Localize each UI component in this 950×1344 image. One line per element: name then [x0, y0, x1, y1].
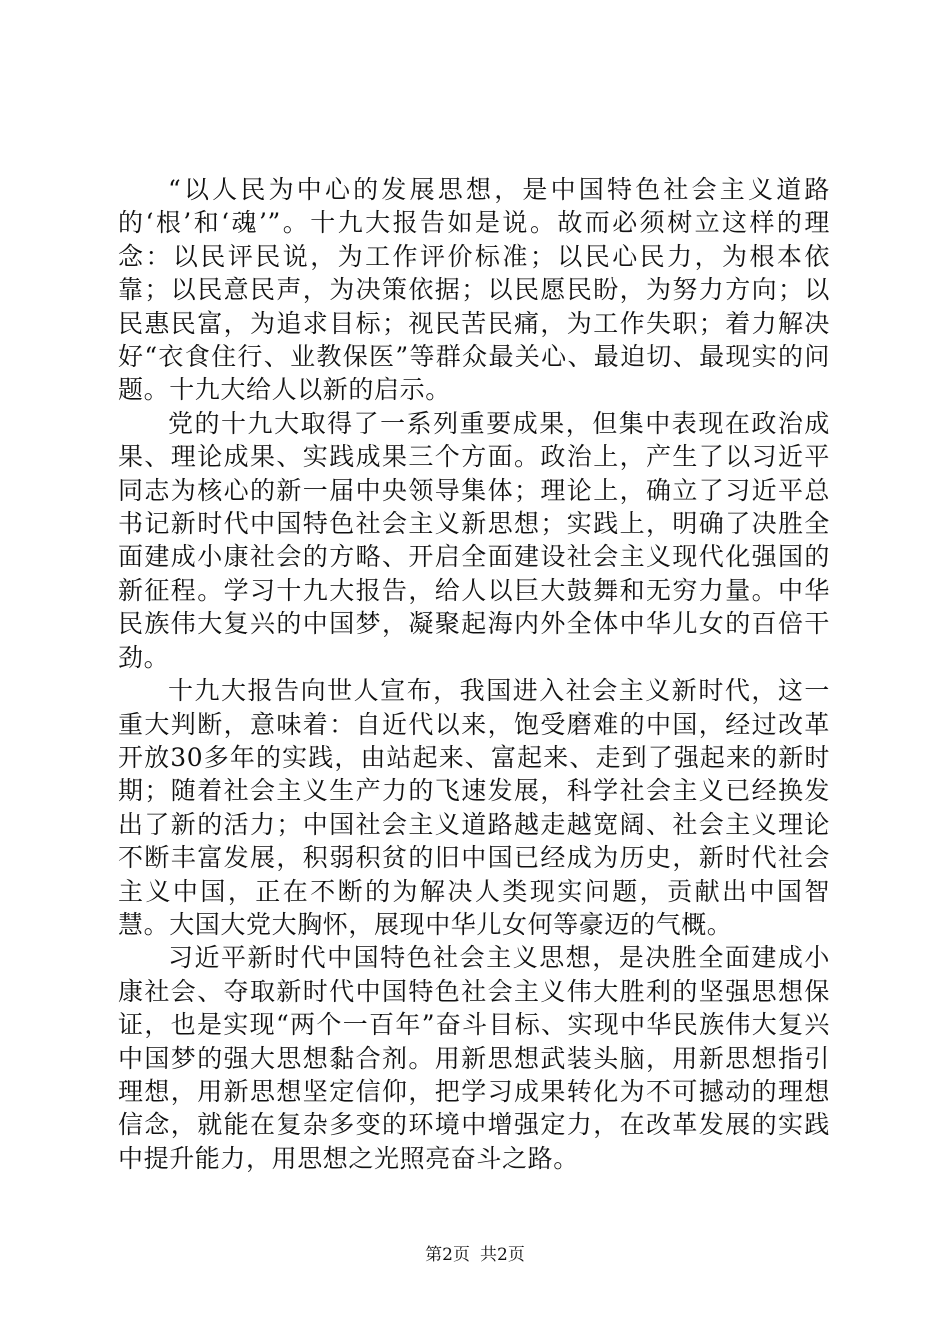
paragraph-4: 习近平新时代中国特色社会主义思想，是决胜全面建成小康社会、夺取新时代中国特色社会主义伟大胜利的坚强思想保证，也是实现“两个一百年”奋斗目标、实现中华民族伟大复兴中国梦的强大思想黏合剂。用新思想武装头脑，用新思想指引理想，用新思想坚定信仰，把学习成果转化为不可撼动的理想信念，就能在复杂多变的环境中增强定力，在改革发展的实践中提升能力，用思想之光照亮奋斗之路。 [118, 943, 830, 1173]
paragraph-1: “以人民为中心的发展思想，是中国特色社会主义道路的‘根’和‘魂’”。十九大报告如是说。故而必须树立这样的理念：以民评民说，为工作评价标准；以民心民力，为根本依靠；以民意民声，为决策依据；以民愿民盼，为努力方向；以民惠民富，为追求目标；视民苦民痛，为工作失职；着力解决好“衣食住行、业教保医”等群众最关心、最迫切、最现实的问题。十九大给人以新的启示。 [118, 175, 830, 405]
document-body [118, 173, 830, 1175]
page-total: 共2页 [480, 1245, 525, 1265]
paragraph-3: 十九大报告向世人宣布，我国进入社会主义新时代，这一重大判断，意味着：自近代以来，饱受磨难的中国，经过改革开放30多年的实践，由站起来、富起来、走到了强起来的新时期；随着社会主义生产力的飞速发展，科学社会主义已经换发出了新的活力；中国社会主义道路越走越宽阔、社会主义理论不断丰富发展，积弱积贫的旧中国已经成为历史，新时代社会主义中国，正在不断的为解决人类现实问题，贡献出中国智慧。大国大党大胸怀，展现中华儿女何等豪迈的气概。 [118, 676, 830, 939]
page-footer [0, 1244, 950, 1266]
page-number: 第2页 [425, 1245, 470, 1265]
paragraph-2: 党的十九大取得了一系列重要成果，但集中表现在政治成果、理论成果、实践成果三个方面。政治上，产生了以习近平同志为核心的新一届中央领导集体；理论上，确立了习近平总书记新时代中国特色社会主义新思想；实践上，明确了决胜全面建成小康社会的方略、开启全面建设社会主义现代化强国的新征程。学习十九大报告，给人以巨大鼓舞和无穷力量。中华民族伟大复兴的中国梦，凝聚起海内外全体中华儿女的百倍干劲。 [118, 408, 830, 672]
